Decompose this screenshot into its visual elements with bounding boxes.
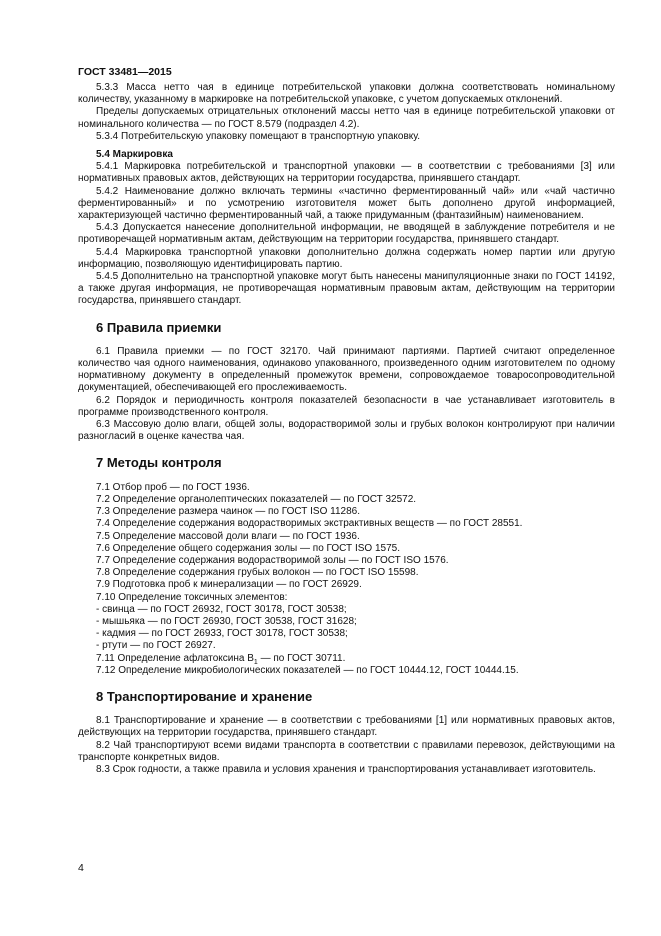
list-item: 7.9 Подготовка проб к минерализации — по ГОСТ 26929.	[96, 579, 362, 591]
paragraph-5-4-3: 5.4.3 Допускается нанесение дополнительной информации, не вводящей в заблуждение потребителя и не противоречащей нормативным актам, действующим на территории государства, принявшего стандарт.	[78, 222, 615, 246]
paragraph-5-3-4: 5.3.4 Потребительскую упаковку помещают в транспортную упаковку.	[96, 130, 421, 142]
list-item: 7.5 Определение массовой доли влаги — по ГОСТ 1936.	[96, 530, 360, 542]
paragraph-5-4-4: 5.4.4 Маркировка транспортной упаковки дополнительно должна содержать номер партии или другую информацию, позволяющую идентифицировать партию.	[78, 246, 615, 270]
paragraph-5-3-3-limits: Пределы допускаемых отрицательных отклонений массы нетто чая в единице потребительской упаковки от номинального количества — по ГОСТ 8.579 (подраздел 4.2).	[78, 106, 615, 130]
paragraph-5-4-5: 5.4.5 Дополнительно на транспортной упаковке могут быть нанесены манипуляционные знаки по ГОСТ 14192, а также другая информация, не противоречащая нормативным правовым актам, действующим на территории государства, принявшего стандарт.	[78, 271, 615, 307]
list-item: 7.1 Отбор проб — по ГОСТ 1936.	[96, 481, 250, 493]
paragraph-5-4-1: 5.4.1 Маркировка потребительской и транспортной упаковки — в соответствии с требованиями [3] или нормативных правовых актов, действующих на территории государства, принявшего стандарт.	[78, 161, 615, 185]
paragraph-5-4-2: 5.4.2 Наименование должно включать термины «частично ферментированный чай» или «чай частично ферментированный» и по усмотрению изготовителя может быть дополнено другой информацией, характеризующей частично ферментированный чай, а также придуманным (фантазийным) наименованием.	[78, 185, 615, 222]
list-item: 7.6 Определение общего содержания золы — по ГОСТ ISO 1575.	[96, 542, 400, 554]
aflatoxin-label: 7.11 Определение афлатоксина В	[96, 652, 254, 664]
list-item-7-11	[96, 653, 615, 665]
heading-section-6: 6 Правила приемки	[96, 319, 222, 335]
list-item: 7.2 Определение органолептических показателей — по ГОСТ 32572.	[96, 493, 417, 505]
list-item: 7.4 Определение содержания водорастворимых экстрактивных веществ — по ГОСТ 28551.	[96, 518, 523, 530]
list-item: 7.7 Определение содержания водорастворимой золы — по ГОСТ ISO 1576.	[96, 554, 449, 566]
paragraph-6-3: 6.3 Массовую долю влаги, общей золы, водорастворимой золы и грубых волокон контролируют при наличии разногласий в оценке качества чая.	[78, 419, 615, 443]
document-header: ГОСТ 33481—2015	[78, 66, 172, 78]
list-item: - ртути — по ГОСТ 26927.	[96, 640, 216, 652]
aflatoxin-subscript: 1	[253, 658, 258, 666]
paragraph-6-2: 6.2 Порядок и периодичность контроля показателей безопасности в чае устанавливает изготовитель в программе производственного контроля.	[78, 394, 615, 418]
subheading-5-4: 5.4 Маркировка	[96, 149, 173, 161]
list-item: 7.10 Определение токсичных элементов:	[96, 591, 288, 603]
list-item: - кадмия — по ГОСТ 26933, ГОСТ 30178, ГОСТ 30538;	[96, 628, 348, 640]
heading-section-8: 8 Транспортирование и хранение	[96, 688, 313, 704]
list-item: 7.3 Определение размера чаинок — по ГОСТ ISO 11286.	[96, 506, 361, 518]
paragraph-5-3-3: 5.3.3 Масса нетто чая в единице потребительской упаковки должна соответствовать номинальному количеству, указанному в маркировке на потребительской упаковке, с учетом допускаемых отклонений.	[78, 82, 615, 106]
paragraph-8-2: 8.2 Чай транспортируют всеми видами транспорта в соответствии с правилами перевозок, действующими на транспорте конкретных видов.	[78, 739, 615, 763]
paragraph-8-3: 8.3 Срок годности, а также правила и условия хранения и транспортирования устанавливает изготовитель.	[96, 763, 596, 775]
list-item: - мышьяка — по ГОСТ 26930, ГОСТ 30538, ГОСТ 31628;	[96, 615, 357, 627]
list-item: - свинца — по ГОСТ 26932, ГОСТ 30178, ГОСТ 30538;	[96, 603, 347, 615]
paragraph-8-1: 8.1 Транспортирование и хранение — в соответствии с требованиями [1] или нормативных правовых актов, действующих на территории государства, принявшего стандарт.	[78, 715, 615, 739]
aflatoxin-standard: — по ГОСТ 30711.	[257, 652, 346, 664]
heading-section-7: 7 Методы контроля	[96, 455, 222, 471]
paragraph-6-1: 6.1 Правила приемки — по ГОСТ 32170. Чай принимают партиями. Партией считают определенное количество чая одного наименования, одинаково упакованного, произведенного одним изготовителем по одному нормативному документу в определенный промежуток времени, сопровождаемое товаросопроводительной документацией, обеспечивающей его прослеживаемость.	[78, 345, 615, 394]
page-number: 4	[78, 862, 84, 874]
document-body	[78, 82, 615, 776]
control-methods-list	[78, 482, 615, 677]
list-item-7-12: 7.12 Определение микробиологических показателей — по ГОСТ 10444.12, ГОСТ 10444.15.	[96, 664, 519, 676]
list-item: 7.8 Определение содержания грубых волокон — по ГОСТ ISO 15598.	[96, 567, 419, 579]
